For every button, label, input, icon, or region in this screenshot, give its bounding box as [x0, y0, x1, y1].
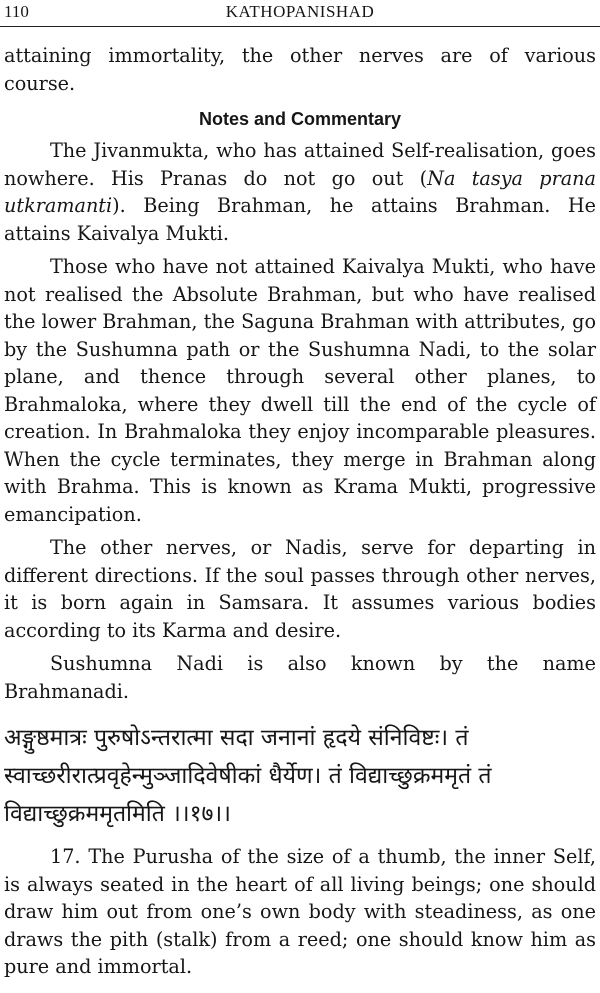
page-header — [0, 0, 600, 27]
sanskrit-line-3: विद्याच्छुक्रममृतमिति ।।१७।। — [4, 801, 231, 827]
commentary-paragraph-1 — [4, 137, 596, 247]
sanskrit-verse — [4, 719, 596, 833]
notes-heading: Notes and Commentary — [198, 109, 402, 129]
sanskrit-line-1: अङ्गुष्ठमात्रः पुरुषोऽन्तरात्मा सदा जनानां हृदये संनिविष्टः। तं — [4, 725, 469, 751]
page-number: 110 — [4, 2, 29, 21]
page-body — [4, 42, 596, 981]
running-title: KATHOPANISHAD — [225, 2, 375, 21]
commentary-paragraph-4: Sushumna Nadi is also known by the name Brahmanadi. — [4, 652, 596, 703]
commentary-paragraph-3: The other nerves, or Nadis, serve for departing in different directions. If the soul passes through other nerves, it is born again in Samsara. It assumes various bodies according to its Karma and desire. — [4, 536, 596, 642]
para-1-italic-quote: Na tasya prana utkramanti — [4, 166, 596, 217]
continued-paragraph: attaining immortality, the other nerves are of various course. — [4, 44, 596, 95]
para-1-text-before: The Jivanmukta, who has attained Self-realisation, goes nowhere. His Pranas do not go out ( — [4, 139, 596, 190]
para-1-text-after: ). Being Brahman, he attains Brahman. He attains Kaivalya Mukti. — [4, 194, 596, 245]
sanskrit-line-2: स्वाच्छरीरात्प्रवृहेन्मुञ्जादिवेषीकां धैर्येण। तं विद्याच्छुक्रममृतं तं — [4, 763, 492, 789]
verse-translation: 17. The Purusha of the size of a thumb, the inner Self, is always seated in the heart of all living beings; one should draw him out from one’s own body with steadiness, as one draws the pith (stalk) from a reed; one should know him as pure and immortal. — [4, 845, 596, 978]
commentary-paragraph-2: Those who have not attained Kaivalya Mukti, who have not realised the Absolute Brahman, but who have realised the lower Brahman, the Saguna Brahman with attributes, go by the Sushumna path or the Sushumna Nadi, to the solar plane, and thence through several other planes, to Brahmaloka, where they dwell till the end of the cycle of creation. In Brahmaloka they enjoy incomparable pleasures. When the cycle terminates, they merge in Brahman along with Brahma. This is known as Krama Mukti, progressive emancipation. — [4, 255, 596, 526]
